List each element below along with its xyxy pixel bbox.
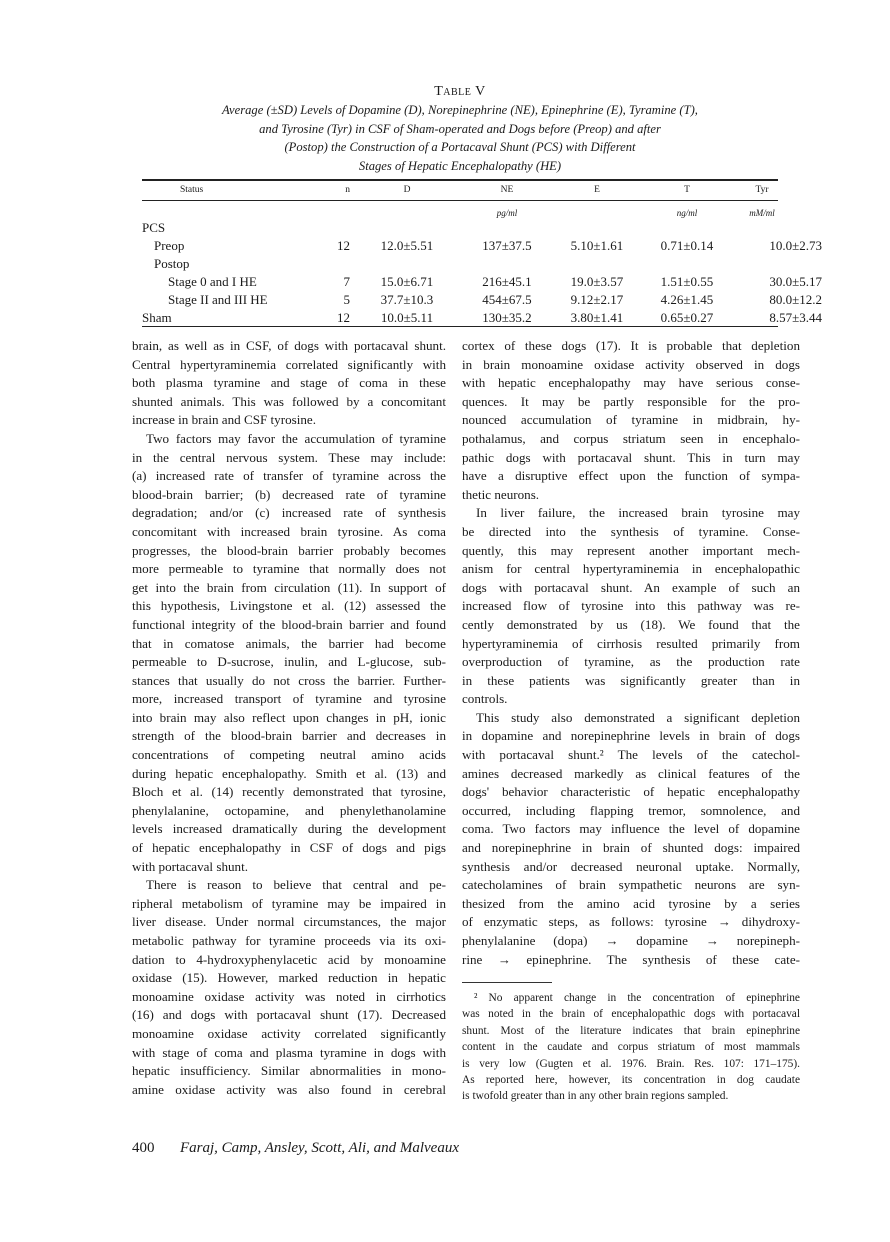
right-text-column [462,337,800,969]
caption-line: (Postop) the Construction of a Portacaval Shunt (PCS) with Different [284,140,636,155]
footnote-line: As reported here, however, its concentration in dog caudate [462,1074,800,1087]
header-tyr: Tyr [755,185,769,195]
text-line: dogs with portacaval shunt. An example of such an [462,579,800,595]
text-line: strength of the blood-brain barrier and decreases in [132,728,446,744]
table-caption [140,101,780,175]
text-line: quences. It may be partly responsible for the pro- [462,393,800,409]
text-line: Two factors may favor the accumulation of tyramine [146,430,446,446]
text-line: in the central nervous system. These may include: [132,449,446,465]
text-line: of enzymatic steps, as follows: tyrosine → dihydroxy- [462,914,800,930]
text-line: concentrations of competing neutral amino acids [132,747,446,763]
text-line: dation to 4-hydroxyphenylacetic acid by monoamine [132,951,446,967]
text-line: with stage of coma and plasma tyramine in dogs with [132,1044,446,1060]
paragraph [462,337,800,504]
caption-line: and Tyrosine (Tyr) in CSF of Sham-operated and Dogs before (Preop) and after [259,121,661,136]
text-line: both plasma tyramine and stage of coma in these [132,375,446,391]
header-d: D [403,185,411,195]
cell-ne: 137±37.5 [482,238,532,253]
footnote-line: shunt. Most of the literature indicates that brain epinephrine [462,1024,800,1037]
footnote-line: is very low (Gugten et al. 1976. Brain. Res. 107: 171–175). [462,1057,800,1070]
cell-status: Preop [154,238,185,253]
text-line: into brain may also reflect upon changes in pH, ionic [132,709,446,725]
text-line: stances that usually do not cross the barrier. Further- [132,672,446,688]
text-line: and norepinephrine in brain of shunted dogs: impaired [462,840,800,856]
text-line: phenylalanine (dopa) → dopamine → norepineph- [462,933,800,948]
text-line: brain, as well as in CSF, of dogs with portacaval shunt. [132,338,446,353]
footnote-line: is twofold greater than in any other brain regions sampled. [462,1090,729,1103]
text-line: have a disruptive effect upon the function of sympa- [462,468,800,484]
cell-tyr: 8.57±3.44 [769,310,822,325]
header-t: T [684,185,690,195]
text-line: be directed into the synthesis of tyramine. Conse- [462,523,800,539]
table-header-rule [142,200,778,201]
cell-status: Sham [142,310,172,325]
text-line: progresses, the blood-brain barrier probably becomes [132,542,446,558]
cell-e: 3.80±1.41 [570,310,624,325]
text-line: pathic dogs with portacaval shunt. This in turn may [462,449,800,465]
cell-n: 5 [343,292,350,307]
table-bottom-rule [142,326,778,327]
text-line: permeable to D-sucrose, inulin, and L-glucose, sub- [132,654,446,670]
running-authors: Faraj, Camp, Ansley, Scott, Ali, and Malveaux [180,1140,459,1156]
text-line: amines decreased markedly as clinical features of the [462,765,800,781]
text-line: phenylalanine, octopamine, and phenylethanolamine [132,802,446,818]
text-line: hepatic insufficiency. Similar abnormalities in mono- [132,1063,446,1079]
text-line: oxidase (15). However, marked reduction in hepatic [132,970,446,986]
text-line: liver disease. Under normal circumstances, the major [132,914,446,930]
unit-tyr: mM/ml [749,208,775,218]
cell-ne: 130±35.2 [482,310,532,325]
cell-d: 15.0±6.71 [380,274,434,289]
text-line: of hepatic encephalopathy in CSF of dogs and pigs [132,840,446,856]
text-line: rine → epinephrine. The synthesis of these cate- [462,951,800,967]
text-line: more, increased transport of tyramine and tyrosine [132,691,446,707]
text-line: with portacaval shunt.² The levels of the catechol- [462,747,800,763]
text-line: In liver failure, the increased brain tyrosine may [476,505,800,521]
cell-tyr: 10.0±2.73 [769,238,822,253]
footnote-line: content in the caudate and corpus striatum of most mammals [462,1041,800,1054]
footnote-rule [462,982,552,983]
left-text-column [132,337,446,1099]
cell-status: Stage 0 and I HE [168,274,257,289]
cell-e: 9.12±2.17 [570,292,624,307]
cell-ne: 454±67.5 [482,292,532,307]
header-ne: NE [500,185,514,195]
text-line: increased flow of tyrosine into this pathway was re- [462,598,800,614]
text-line: anism for central hypertyraminemia in encephalopathic [462,561,800,577]
text-line: controls. [462,691,508,707]
text-line: overproduction of tyramine, as the production rate [462,654,800,670]
text-line: hypertyraminemia of cirrhosis resulted primarily from [462,635,800,651]
text-line: amine oxidase activity was also found in cerebral [132,1081,446,1097]
cell-n: 12 [337,310,350,325]
text-line: degradation; and/or (c) increased rate of synthesis [132,505,446,521]
table-row [142,219,778,237]
header-n: n [345,185,350,195]
cell-ne: 216±45.1 [482,274,532,289]
text-line: levels increased dramatically during the development [132,821,446,837]
text-line: cortex of these dogs (17). It is probable that depletion [462,338,800,353]
text-line: nounced accumulation of tyramine in midbrain, hy- [462,412,800,428]
paragraph [462,504,800,709]
cell-tyr: 80.0±12.2 [769,292,822,307]
cell-d: 10.0±5.11 [380,310,434,325]
header-status: Status [180,185,204,195]
cell-n: 12 [337,238,350,253]
text-line: dogs' behavior characteristic of hepatic encephalopathy [462,784,800,800]
table-row [142,309,822,327]
caption-line: Stages of Hepatic Encephalopathy (HE) [358,158,562,173]
footnote [462,990,800,1105]
text-line: with hepatic encephalopathy may have serious conse- [462,375,800,391]
cell-d: 12.0±5.51 [380,238,434,253]
text-line: in brain monoamine oxidase activity observed in dogs [462,356,800,372]
cell-t: 4.26±1.45 [660,292,714,307]
cell-n: 7 [343,274,350,289]
text-line: Bloch et al. (14) recently demonstrated that tyrosine, [132,784,446,800]
text-line: get into the brain from circulation (11). In support of [132,579,446,595]
text-line: that in comatose animals, the barrier had become [132,635,446,651]
text-line: blood-brain barrier; (b) decreased rate of tyramine [132,486,446,502]
header-e: E [594,185,600,195]
cell-e: 19.0±3.57 [570,274,624,289]
text-line: with portacaval shunt. [132,858,248,874]
table-header-row [142,181,778,199]
text-line: metabolic pathway for tyramine proceeds via its oxi- [132,933,446,948]
paragraph [462,709,800,969]
table-row [142,255,778,273]
text-line: monoamine oxidase activity was noted in cirrhotics [132,988,446,1004]
unit-ne: pg/ml [496,208,518,218]
text-line: pothalamus, and corpus striatum seen in encephalo- [462,430,800,446]
text-line: ripheral metabolism of tyramine may be impaired in [132,895,446,911]
text-line: There is reason to believe that central and pe- [146,877,446,893]
text-line: cently demonstrated by us (18). We found that the [462,616,800,632]
text-line: concomitant with increased brain tyrosine. As coma [132,523,446,539]
cell-t: 0.65±0.27 [660,310,714,325]
caption-line: Average (±SD) Levels of Dopamine (D), Norepinephrine (NE), Epinephrine (E), Tyramine (T), [222,103,698,117]
text-line: during hepatic encephalopathy. Smith et al. (13) and [132,765,446,781]
text-line: in these patients was significantly greater than in [462,672,800,688]
text-line: (16) and dogs with portacaval shunt (17). Decreased [132,1007,446,1023]
text-line: occurred, including flapping tremor, somnolence, and [462,802,800,818]
text-line: quently, this may represent another important mech- [462,542,800,558]
text-line: more permeable to tyramine that normally does not [132,561,446,577]
cell-status: PCS [142,220,166,235]
cell-t: 1.51±0.55 [660,274,714,289]
cell-status: Postop [154,256,190,271]
text-line: monoamine oxidase activity correlated significantly [132,1025,446,1041]
text-line: catecholamines of brain sympathetic neurons are syn- [462,877,800,893]
text-line: coma. Two factors may influence the level of dopamine [462,821,800,837]
cell-d: 37.7±10.3 [380,292,434,307]
text-line: synthesis and/or decreased neuronal uptake. Normally, [462,858,800,874]
table-row [142,273,822,291]
text-line: thesized from the amino acid tyrosine by a series [462,895,800,911]
table-row [142,237,822,255]
page-number: 400 [132,1140,155,1156]
cell-e: 5.10±1.61 [570,238,624,253]
paragraph [132,876,446,1099]
text-line: in dopamine and norepinephrine levels in brain of dogs [462,728,800,744]
text-line: increase in brain and CSF tyrosine. [132,412,317,428]
text-line: shunted animals. This was followed by a concomitant [132,393,446,409]
text-line: functional integrity of the blood-brain barrier and found [132,616,446,632]
cell-t: 0.71±0.14 [660,238,714,253]
paragraph [132,337,446,430]
paragraph [132,430,446,876]
unit-t: ng/ml [676,208,698,218]
cell-status: Stage II and III HE [168,292,268,307]
text-line: This study also demonstrated a significant depletion [476,709,800,725]
text-line: (a) increased rate of transfer of tyramine across the [132,468,446,484]
footnote-line: was noted in the brain of encephalopathic dogs with portacaval [462,1008,800,1021]
table-row [142,291,822,309]
text-line: this hypothesis, Livingstone et al. (12) assessed the [132,598,446,614]
cell-tyr: 30.0±5.17 [769,274,822,289]
footnote-line: ² No apparent change in the concentration of epinephrine [474,992,800,1004]
text-line: Central hypertyraminemia correlated significantly with [132,356,446,372]
text-line: thetic neurons. [462,486,540,502]
table-title: Table V [434,84,486,99]
